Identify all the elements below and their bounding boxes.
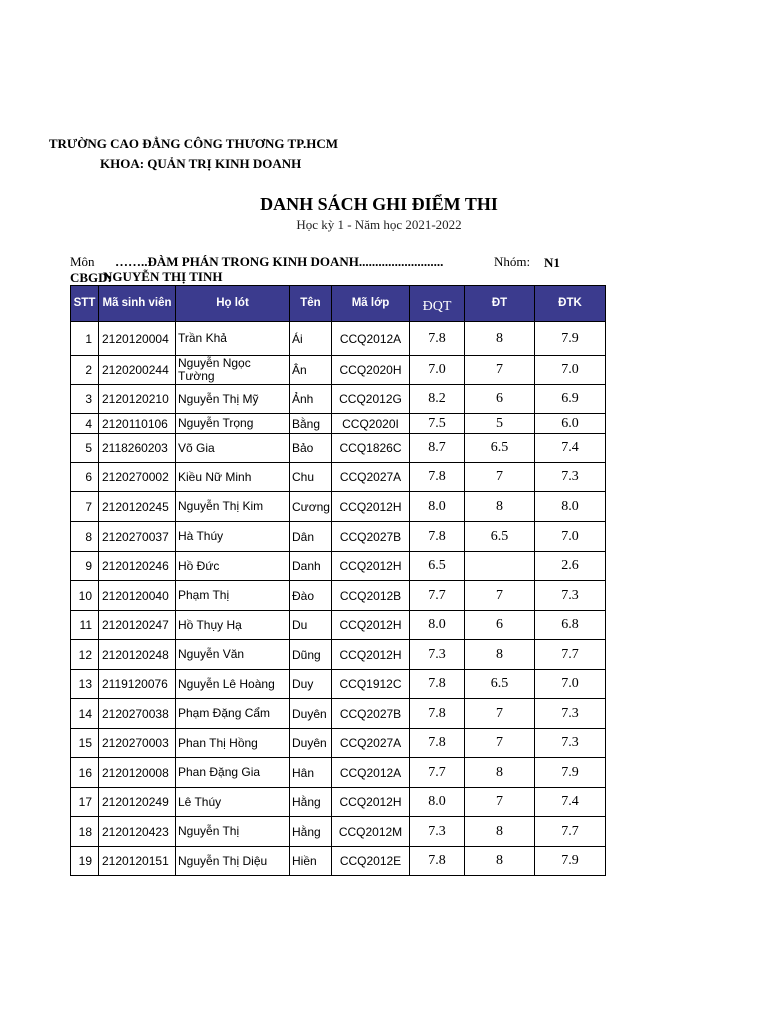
- cell-dt: 7: [465, 356, 535, 385]
- table-row: [71, 670, 606, 699]
- cell-dqt: 8.2: [410, 385, 465, 414]
- table-row: [71, 581, 606, 611]
- cell-dtk: 6.0: [535, 414, 606, 434]
- cell-first-name: Ái: [290, 322, 332, 356]
- cell-dt: 5: [465, 414, 535, 434]
- cell-dtk: 7.9: [535, 322, 606, 356]
- cell-dt: 7: [465, 699, 535, 729]
- cell-first-name: Hằng: [290, 817, 332, 847]
- table-row: [71, 414, 606, 434]
- cell-first-name: Chu: [290, 463, 332, 492]
- cell-class-id: CCQ2012M: [332, 817, 410, 847]
- cell-stt: 4: [71, 414, 99, 434]
- document-title: DANH SÁCH GHI ĐIỂM THI: [260, 194, 498, 214]
- cell-dqt: 7.3: [410, 640, 465, 670]
- cell-first-name: Dân: [290, 522, 332, 552]
- cell-surname: Hà Thúy: [176, 522, 290, 552]
- cell-dtk: 7.3: [535, 463, 606, 492]
- column-header-first-name: Tên: [290, 286, 332, 322]
- cell-stt: 14: [71, 699, 99, 729]
- cell-surname: Lê Thúy: [176, 788, 290, 817]
- table-header-row: [71, 286, 606, 322]
- cell-surname: Trần Khả: [176, 322, 290, 356]
- cell-first-name: Hiền: [290, 847, 332, 876]
- cell-stt: 2: [71, 356, 99, 385]
- cell-dtk: 7.0: [535, 522, 606, 552]
- cell-first-name: Ân: [290, 356, 332, 385]
- cell-surname: Nguyễn Ngọc Tường: [176, 356, 290, 385]
- cell-dtk: 2.6: [535, 552, 606, 581]
- cell-student-id: 2120120249: [99, 788, 176, 817]
- cell-stt: 1: [71, 322, 99, 356]
- cell-dqt: 7.8: [410, 729, 465, 758]
- cell-stt: 16: [71, 758, 99, 788]
- cell-student-id: 2120270003: [99, 729, 176, 758]
- cell-dt: 8: [465, 847, 535, 876]
- cell-student-id: 2120120248: [99, 640, 176, 670]
- cell-first-name: Danh: [290, 552, 332, 581]
- cell-dtk: 6.8: [535, 611, 606, 640]
- cell-dqt: 7.8: [410, 463, 465, 492]
- cell-dqt: 7.3: [410, 817, 465, 847]
- cell-dt: 6: [465, 385, 535, 414]
- column-header-surname: Họ lót: [176, 286, 290, 322]
- cell-dtk: 7.3: [535, 699, 606, 729]
- cell-surname: Nguyễn Trọng: [176, 414, 290, 434]
- cell-student-id: 2120270002: [99, 463, 176, 492]
- cell-class-id: CCQ2027A: [332, 463, 410, 492]
- cell-dqt: 7.8: [410, 699, 465, 729]
- cell-dtk: 7.0: [535, 356, 606, 385]
- cell-surname: Nguyễn Thị Mỹ: [176, 385, 290, 414]
- cell-class-id: CCQ2012B: [332, 581, 410, 611]
- cell-dtk: 7.4: [535, 788, 606, 817]
- cell-student-id: 2120110106: [99, 414, 176, 434]
- cell-student-id: 2120200244: [99, 356, 176, 385]
- cell-dtk: 7.7: [535, 640, 606, 670]
- cell-surname: Nguyễn Thị Kim: [176, 492, 290, 522]
- subject-label: Môn: [70, 254, 95, 269]
- cell-first-name: Dũng: [290, 640, 332, 670]
- cell-student-id: 2120120040: [99, 581, 176, 611]
- cell-student-id: 2120120246: [99, 552, 176, 581]
- column-header-class-id: Mã lớp: [332, 286, 410, 322]
- cell-stt: 10: [71, 581, 99, 611]
- lecturer-label: CBGD:: [70, 270, 112, 285]
- table-row: [71, 611, 606, 640]
- column-header-dqt: ĐQT: [410, 286, 465, 322]
- cell-dqt: 8.0: [410, 611, 465, 640]
- table-row: [71, 463, 606, 492]
- cell-surname: Hồ Thụy Hạ: [176, 611, 290, 640]
- cell-stt: 15: [71, 729, 99, 758]
- cell-surname: Nguyễn Thị: [176, 817, 290, 847]
- cell-dt: 6.5: [465, 434, 535, 463]
- cell-class-id: CCQ2020H: [332, 356, 410, 385]
- cell-surname: Phan Thị Hồng: [176, 729, 290, 758]
- cell-dt: 8: [465, 817, 535, 847]
- table-row: [71, 356, 606, 385]
- cell-first-name: Hân: [290, 758, 332, 788]
- cell-dtk: 7.7: [535, 817, 606, 847]
- cell-class-id: CCQ2012H: [332, 611, 410, 640]
- cell-first-name: Bằng: [290, 414, 332, 434]
- cell-class-id: CCQ2012G: [332, 385, 410, 414]
- cell-dqt: 7.0: [410, 356, 465, 385]
- cell-class-id: CCQ2012H: [332, 552, 410, 581]
- cell-student-id: 2120120008: [99, 758, 176, 788]
- table-row: [71, 640, 606, 670]
- lecturer-value: NGUYỄN THỊ TINH: [103, 269, 223, 284]
- cell-surname: Phạm Thị: [176, 581, 290, 611]
- cell-class-id: CCQ2012H: [332, 640, 410, 670]
- column-header-student-id: Mã sinh viên: [99, 286, 176, 322]
- cell-dtk: 7.4: [535, 434, 606, 463]
- table-row: [71, 729, 606, 758]
- cell-stt: 12: [71, 640, 99, 670]
- cell-stt: 7: [71, 492, 99, 522]
- cell-dt: 7: [465, 463, 535, 492]
- cell-dt: 8: [465, 492, 535, 522]
- cell-student-id: 2120270038: [99, 699, 176, 729]
- cell-dt: 8: [465, 322, 535, 356]
- table-row: [71, 385, 606, 414]
- cell-stt: 3: [71, 385, 99, 414]
- cell-dtk: 8.0: [535, 492, 606, 522]
- table-body: [71, 322, 606, 876]
- cell-dt: 7: [465, 729, 535, 758]
- cell-first-name: Duyên: [290, 699, 332, 729]
- cell-dqt: 7.8: [410, 670, 465, 699]
- cell-first-name: Du: [290, 611, 332, 640]
- cell-dqt: 7.7: [410, 758, 465, 788]
- cell-first-name: Cương: [290, 492, 332, 522]
- faculty-name: KHOA: QUẢN TRỊ KINH DOANH: [100, 156, 302, 171]
- group-label: Nhóm:: [494, 254, 531, 269]
- cell-student-id: 2120270037: [99, 522, 176, 552]
- cell-dt: 8: [465, 640, 535, 670]
- cell-surname: Nguyễn Lê Hoàng: [176, 670, 290, 699]
- cell-dtk: 7.3: [535, 729, 606, 758]
- table-row: [71, 522, 606, 552]
- cell-dtk: 7.3: [535, 581, 606, 611]
- cell-surname: Võ Gia: [176, 434, 290, 463]
- cell-surname: Nguyễn Văn: [176, 640, 290, 670]
- cell-stt: 13: [71, 670, 99, 699]
- cell-dt: 6.5: [465, 670, 535, 699]
- semester-subtitle: Học kỳ 1 - Năm học 2021-2022: [296, 217, 462, 232]
- cell-dqt: 7.8: [410, 522, 465, 552]
- column-header-dtk: ĐTK: [535, 286, 606, 322]
- group-value: N1: [544, 255, 560, 270]
- cell-stt: 11: [71, 611, 99, 640]
- table-row: [71, 699, 606, 729]
- cell-dt: 6: [465, 611, 535, 640]
- cell-first-name: Duyên: [290, 729, 332, 758]
- cell-dt: 8: [465, 758, 535, 788]
- table-row: [71, 758, 606, 788]
- column-header-stt: STT: [71, 286, 99, 322]
- column-header-dt: ĐT: [465, 286, 535, 322]
- cell-dt: [465, 552, 535, 581]
- cell-class-id: CCQ2027A: [332, 729, 410, 758]
- cell-dtk: 7.9: [535, 758, 606, 788]
- table-row: [71, 817, 606, 847]
- cell-class-id: CCQ2027B: [332, 699, 410, 729]
- cell-class-id: CCQ2020I: [332, 414, 410, 434]
- cell-student-id: 2120120247: [99, 611, 176, 640]
- table-row: [71, 434, 606, 463]
- cell-student-id: 2118260203: [99, 434, 176, 463]
- cell-stt: 17: [71, 788, 99, 817]
- cell-class-id: CCQ1912C: [332, 670, 410, 699]
- cell-class-id: CCQ2012E: [332, 847, 410, 876]
- cell-class-id: CCQ2012A: [332, 322, 410, 356]
- cell-surname: Hồ Đức: [176, 552, 290, 581]
- table-row: [71, 492, 606, 522]
- cell-student-id: 2120120151: [99, 847, 176, 876]
- cell-first-name: Bảo: [290, 434, 332, 463]
- table-row: [71, 322, 606, 356]
- cell-stt: 5: [71, 434, 99, 463]
- cell-stt: 18: [71, 817, 99, 847]
- cell-dqt: 8.7: [410, 434, 465, 463]
- cell-student-id: 2120120245: [99, 492, 176, 522]
- cell-dqt: 8.0: [410, 788, 465, 817]
- subject-value: ……..ĐÀM PHÁN TRONG KINH DOANH..........................: [115, 254, 444, 269]
- cell-dtk: 7.9: [535, 847, 606, 876]
- cell-class-id: CCQ1826C: [332, 434, 410, 463]
- cell-class-id: CCQ2012H: [332, 492, 410, 522]
- cell-stt: 19: [71, 847, 99, 876]
- cell-dt: 7: [465, 788, 535, 817]
- cell-class-id: CCQ2012H: [332, 788, 410, 817]
- cell-class-id: CCQ2027B: [332, 522, 410, 552]
- cell-class-id: CCQ2012A: [332, 758, 410, 788]
- table-row: [71, 847, 606, 876]
- cell-stt: 6: [71, 463, 99, 492]
- cell-first-name: Đào: [290, 581, 332, 611]
- cell-stt: 9: [71, 552, 99, 581]
- cell-dqt: 6.5: [410, 552, 465, 581]
- cell-dqt: 7.8: [410, 322, 465, 356]
- table-row: [71, 788, 606, 817]
- cell-first-name: Hằng: [290, 788, 332, 817]
- grades-table: [70, 285, 606, 876]
- cell-dqt: 7.7: [410, 581, 465, 611]
- cell-dtk: 7.0: [535, 670, 606, 699]
- cell-first-name: Ảnh: [290, 385, 332, 414]
- cell-dt: 7: [465, 581, 535, 611]
- cell-surname: Phạm Đặng Cẩm: [176, 699, 290, 729]
- cell-dqt: 7.8: [410, 847, 465, 876]
- school-name: TRƯỜNG CAO ĐẲNG CÔNG THƯƠNG TP.HCM: [48, 136, 338, 151]
- cell-stt: 8: [71, 522, 99, 552]
- cell-dqt: 7.5: [410, 414, 465, 434]
- cell-student-id: 2120120423: [99, 817, 176, 847]
- cell-student-id: 2119120076: [99, 670, 176, 699]
- cell-dt: 6.5: [465, 522, 535, 552]
- cell-surname: Nguyễn Thị Diệu: [176, 847, 290, 876]
- cell-student-id: 2120120004: [99, 322, 176, 356]
- cell-student-id: 2120120210: [99, 385, 176, 414]
- cell-dqt: 8.0: [410, 492, 465, 522]
- cell-surname: Phan Đặng Gia: [176, 758, 290, 788]
- cell-first-name: Duy: [290, 670, 332, 699]
- cell-surname: Kiều Nữ Minh: [176, 463, 290, 492]
- table-row: [71, 552, 606, 581]
- cell-dtk: 6.9: [535, 385, 606, 414]
